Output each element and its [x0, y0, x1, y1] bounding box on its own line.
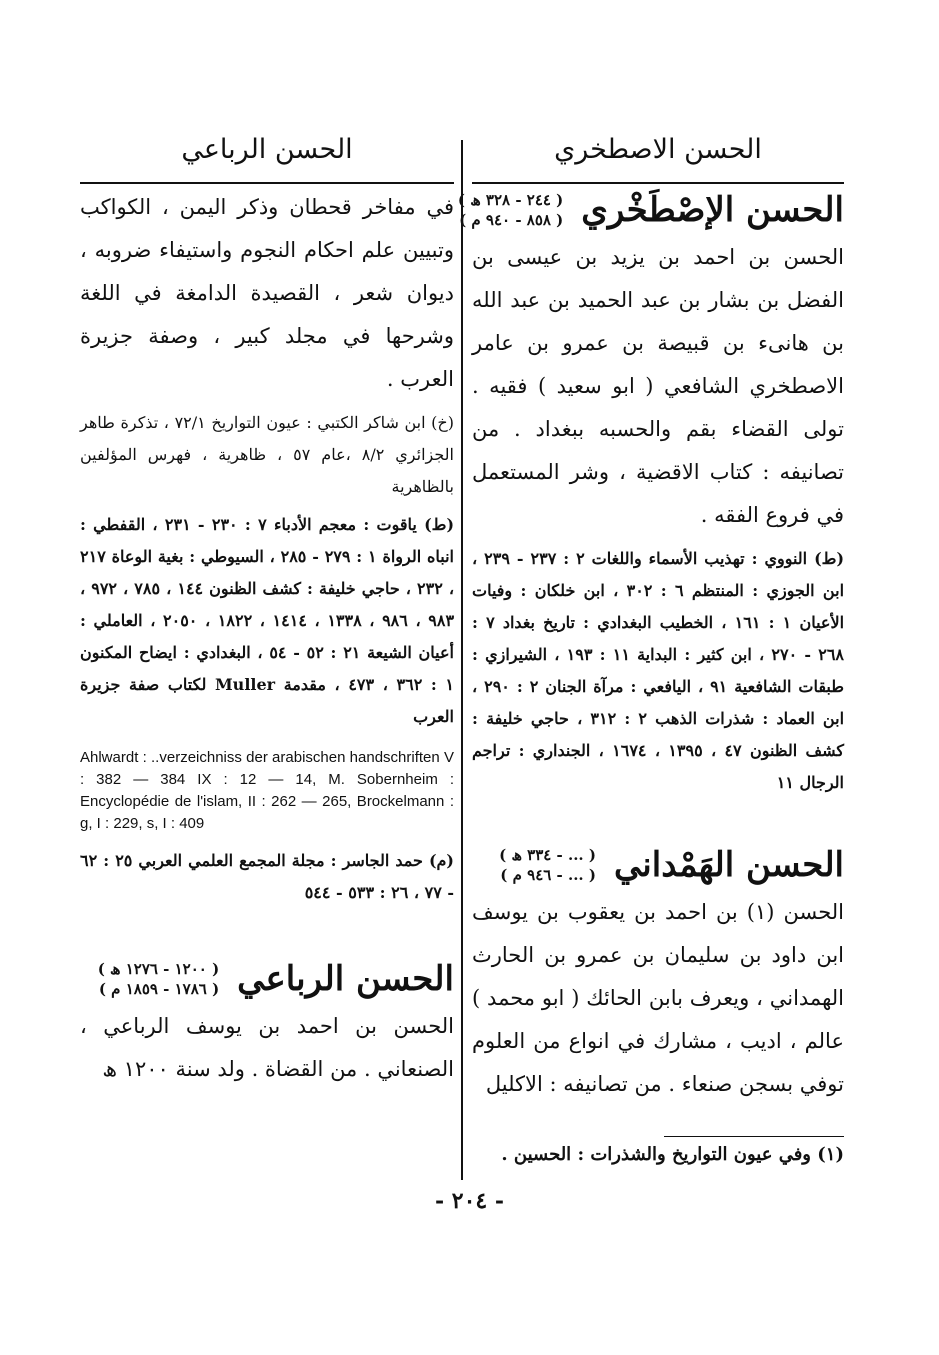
- refs-latin: Ahlwardt : ..verzeichniss der arabischen handschriften V : 382 — 384 IX : 12 — 14, M. Sobernheim : Encyclopédie de l'islam, II : 262 — 265, Brockelmann : g, I : 229, s, I : 409: [80, 749, 454, 832]
- left-column: [80, 120, 454, 1091]
- dates-hijri: ( ١٢٠٠ - ١٢٧٦ ھ ): [97, 960, 220, 978]
- entry-title-rubai: الحسن الرباعي: [237, 959, 454, 999]
- dates-gregorian: ( ١٧٨٦ - ١٨٥٩ م ): [98, 980, 220, 998]
- dates-hijri: ( ٢٤٤ - ٣٢٨ ھ ): [457, 191, 564, 209]
- dates-gregorian: ( ٨٥٨ - ٩٤٠ م ): [459, 211, 564, 229]
- entry-title-hamdani: الحسن الهَمْداني: [613, 845, 844, 885]
- column-divider: [461, 140, 463, 1180]
- footnote-rule: [664, 1136, 844, 1137]
- footnote: (١) وفي عيون التواريخ والشذرات : الحسين .: [501, 1144, 844, 1165]
- entry-gap: [80, 909, 454, 949]
- entry-dates-istakhri: [458, 190, 563, 230]
- dates-hijri: ( ... - ٣٣٤ ھ ): [499, 846, 596, 864]
- right-column: [457, 120, 845, 1106]
- entry-dates-hamdani: [499, 845, 596, 885]
- entry-header-hamdani: [472, 845, 844, 885]
- entry-body-istakhri: الحسن بن احمد بن يزيد بن عيسى بن الفضل بن بشار بن عبد الحميد بن عبد الله بن هانىء بن قبيصة بن عمرو بن عامر الاصطخري الشافعي ( ابو سعيد ) فقيه . تولى القضاء بقم والحسبه ببغداد . من تصانيفه : كتاب الاقضية ، وشر المستعمل في فروع الفقه .: [472, 245, 844, 527]
- refs-printed: (ط) ياقوت : معجم الأدباء ٧ : ٢٣٠ - ٢٣١ ، القفطي : انباه الرواة ١ : ٢٧٩ - ٢٨٥ ، السيوطي : بغية الوعاة ٢١٧ ، ٢٣٢ ، حاجي خليفة : كشف الظنون ١٤٤ ، ٧٨٥ ، ٩٧٢ ، ٩٨٣ ، ٩٨٦ ، ١٣٣٨ ، ١٤١٤ ، ١٨٢٢ ، ٢٠٥٠ ، العاملي : أعيان الشيعة ٢١ : ٥٢ - ٥٤ ، البغدادي : ايضاح المكنون ١ : ٣٦٢ ، ٤٧٣ ، مقدمة Muller لكتاب صفة جزيرة العرب: [80, 515, 455, 726]
- page-number: - ٢٠٤ -: [434, 1188, 505, 1214]
- refs-articles: (م) حمد الجاسر : مجلة المجمع العلمي العربي ٢٥ : ٦٢ - ٧٧ ، ٢٦ : ٥٣٣ - ٥٤٤: [80, 851, 455, 902]
- entry-gap: [472, 799, 844, 835]
- entry-header-rubai: [80, 959, 454, 999]
- entry-title-istakhri: الحسن الإصْطَخْري: [581, 190, 844, 230]
- entry-dates-rubai: [98, 959, 219, 999]
- entry-body-hamdani: الحسن (١) بن احمد بن يعقوب بن يوسف ابن داود بن سليمان بن عمرو بن الحارث الهمداني ، ويعرف بابن الحائك ( ابو محمد ) عالم ، اديب ، مشارك في انواع من العلوم توفي بسجن صنعاء . من تصانيفه : الاكليل: [472, 900, 844, 1096]
- entry-header-istakhri: [457, 190, 844, 230]
- entry-refs-istakhri: (ط) النووي : تهذيب الأسماء واللغات ٢ : ٢٣٧ - ٢٣٩ ، ابن الجوزي : المنتظم ٦ : ٣٠٢ ، ابن خلكان : وفيات الأعيان ١ : ١٦١ ، الخطيب البغدادي : تاريخ بغداد ٧ : ٢٦٨ - ٢٧٠ ، ابن كثير : البداية ١١ : ١٩٣ ، الشيرازي : طبقات الشافعية ٩١ ، اليافعي : مرآة الجنان ٢ : ٢٩٠ ، ابن العماد : شذرات الذهب ٢ : ٣١٢ ، حاجي خليفة : كشف الظنون ٤٧ ، ١٣٩٥ ، ١٦٧٤ ، الجنداري : تراجم الرجال ١١: [472, 549, 845, 792]
- running-head-right: الحسن الاصطخري: [554, 134, 762, 165]
- dates-gregorian: ( ... - ٩٤٦ م ): [500, 866, 596, 884]
- entry-body-rubai: الحسن بن احمد بن يوسف الرباعي ، الصنعاني . من القضاة . ولد سنة ١٢٠٠ ھ: [80, 1014, 454, 1081]
- refs-manuscripts: (خ) ابن شاكر الكتبي : عيون التواريخ ٧٢/١ ، تذكرة طاهر الجزائري ٨/٢ ،عام ٥٧ ، ظاهرية ، فهرس المؤلفين بالظاهرية: [80, 413, 455, 496]
- running-head-left: الحسن الرباعي: [181, 134, 353, 165]
- entry-body-hamdani-continued: في مفاخر قحطان وذكر اليمن ، الكواكب وتبيين علم احكام النجوم واستيفاء ضروبه ، ديوان شعر ، القصيدة الدامغة في اللغة وشرحها في مجلد كبير ، وصفة جزيرة العرب .: [80, 195, 454, 391]
